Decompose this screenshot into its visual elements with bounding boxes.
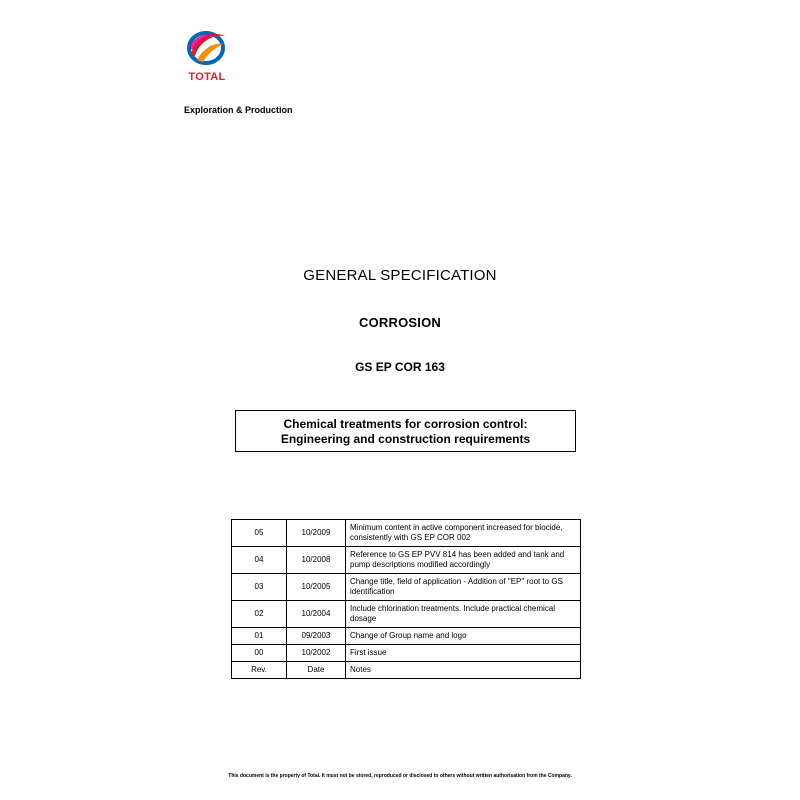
table-row <box>232 601 581 628</box>
revision-notes: Minimum content in active component increased for biocide, consistently with GS EP COR 002 <box>346 520 581 547</box>
revision-date: 10/2004 <box>287 601 346 628</box>
revision-notes: First issue <box>346 645 581 662</box>
header-date: Date <box>287 662 346 679</box>
table-row <box>232 547 581 574</box>
revision-number: 02 <box>232 601 287 628</box>
confidentiality-notice: This document is the property of Total. It must not be stored, reproduced or disclosed to others without written authorisation from the Company. <box>228 773 572 779</box>
division-label: Exploration & Production <box>184 105 293 115</box>
revision-date: 10/2005 <box>287 574 346 601</box>
revision-number: 04 <box>232 547 287 574</box>
header-rev: Rev. <box>232 662 287 679</box>
revision-number: 05 <box>232 520 287 547</box>
revision-notes: Reference to GS EP PVV 814 has been added and tank and pump descriptions modified accordingly <box>346 547 581 574</box>
total-logo-icon <box>183 26 231 70</box>
revision-number: 01 <box>232 628 287 645</box>
table-row <box>232 645 581 662</box>
revision-notes: Change of Group name and logo <box>346 628 581 645</box>
company-logo <box>183 26 231 86</box>
revision-date: 10/2008 <box>287 547 346 574</box>
revision-number: 03 <box>232 574 287 601</box>
document-title-box <box>235 410 576 452</box>
document-type: GENERAL SPECIFICATION <box>303 267 497 284</box>
revision-date: 10/2009 <box>287 520 346 547</box>
table-row <box>232 520 581 547</box>
document-title-line-1: Chemical treatments for corrosion control: <box>283 417 528 431</box>
table-header-row <box>232 662 581 679</box>
table-row <box>232 574 581 601</box>
logo-wordmark: TOTAL <box>188 71 226 83</box>
revision-date: 09/2003 <box>287 628 346 645</box>
document-title-line-2: Engineering and construction requirements <box>280 432 531 446</box>
document-code: GS EP COR 163 <box>355 360 445 374</box>
header-notes: Notes <box>346 662 581 679</box>
revision-notes: Change title, field of application - Addition of "EP" root to GS identification <box>346 574 581 601</box>
revision-notes: Include chlorination treatments. Include practical chemical dosage <box>346 601 581 628</box>
revision-number: 00 <box>232 645 287 662</box>
revision-table <box>231 519 581 679</box>
revision-date: 10/2002 <box>287 645 346 662</box>
document-discipline: CORROSION <box>359 315 441 330</box>
table-row <box>232 628 581 645</box>
